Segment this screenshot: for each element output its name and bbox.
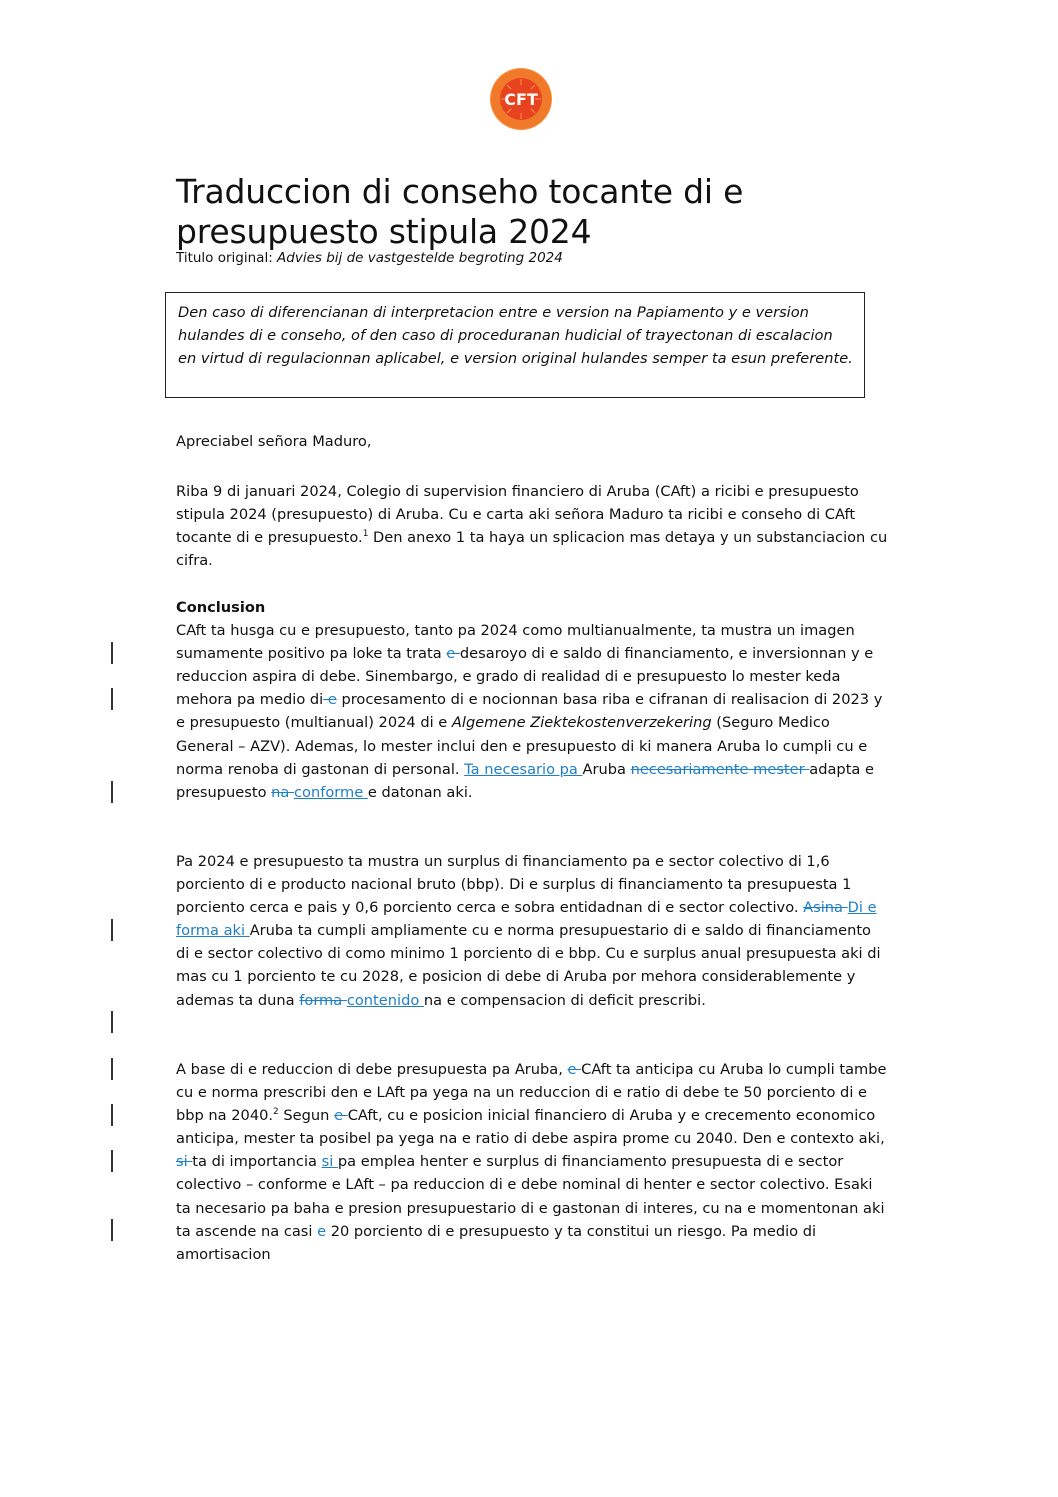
language-disclaimer-box (165, 292, 865, 398)
deleted-text[interactable]: e (323, 691, 337, 709)
svg-text:CFT: CFT (504, 90, 538, 109)
conclusion-section (176, 596, 888, 804)
text-run: Aruba (582, 760, 631, 778)
text-run: na e compensacion di deficit prescribi. (423, 991, 706, 1009)
original-title: Advies bij de vastgestelde begroting 2024 (277, 250, 563, 266)
intro-paragraph (176, 480, 888, 572)
text-run: adapta e presupuesto (176, 760, 874, 801)
intro-text-2: Den anexo 1 ta haya un splicacion mas detaya y un substanciacion cu cifra. (176, 529, 888, 570)
deleted-text[interactable]: forma (299, 991, 347, 1009)
conclusion-heading: Conclusion (176, 599, 266, 616)
inserted-text[interactable]: si (321, 1153, 338, 1171)
text-run: (Seguro Medico General – AZV). Ademas, lo mester inclui den e presupuesto di ki manera Aruba lo cumpli cu e norma renoba di gastonan di personal. (176, 714, 868, 778)
inserted-text[interactable]: Di e forma aki (176, 899, 877, 940)
revision-change-bar (111, 1011, 113, 1033)
text-run: desaroyo di e saldo di financiamento, e inversionnan y e reduccion aspira di debe. Sinembargo, e grado di realidad di e presupuesto lo mester keda mehora pa medio di (176, 645, 874, 709)
disclaimer-text: Den caso di diferencianan di interpretacion entre e version na Papiamento y e version hulandes di e conseho, of den caso di proceduranan hudicial of trayectonan di escalacion en virtud di regulacionnan aplicabel, e version original hulandes semper ta esun preferente. (178, 304, 853, 367)
deleted-text[interactable]: si (176, 1153, 193, 1171)
cft-logo (489, 67, 553, 131)
text-run: procesamento di e nocionnan basa riba e cifranan di realisacion di 2023 y e presupuesto (multianual) 2024 di e (176, 691, 883, 732)
text-run: A base di e reduccion di debe presupuesta pa Aruba, (176, 1061, 568, 1078)
text-run: pa emplea henter e surplus di financiamento presupuesta di e sector colectivo – conforme e LAft – pa reduccion di e debe nominal di henter e sector colectivo. Esaki ta necesario pa baha e presion presupuestario di e gastonan di interes, cu na e momentonan aki ta ascende na casi (176, 1153, 885, 1240)
text-run: ta di importancia (192, 1153, 322, 1171)
text-run: CAft, cu e posicion inicial financiero di Aruba y e crecemento economico anticipa, mester ta posibel pa yega na e ratio di debe aspira prome cu 2040. Den e contexto aki, (176, 1107, 885, 1148)
inserted-text[interactable]: e (317, 1222, 327, 1240)
revision-change-bar (111, 642, 113, 664)
original-title-line (176, 250, 563, 266)
page-title: Traduccion di conseho tocante di e presupuesto stipula 2024 (176, 172, 744, 251)
text-run: 20 porciento di e presupuesto y ta constitui un riesgo. Pa medio di amortisacion (176, 1222, 817, 1263)
deleted-text[interactable]: e (334, 1107, 348, 1125)
revision-change-bar (111, 1104, 113, 1126)
revision-change-bar (111, 1219, 113, 1241)
salutation (176, 430, 888, 453)
conclusion-paragraph (176, 619, 888, 804)
deleted-text[interactable]: e (567, 1061, 582, 1078)
italic-term: Algemene Ziektekostenverzekering (451, 714, 712, 732)
debt-paragraph (176, 1058, 888, 1266)
footnote-ref-1[interactable]: 1 (362, 529, 369, 540)
intro-text: Riba 9 di januari 2024, Colegio di supervision financiero di Aruba (CAft) a ricibi e presupuesto stipula 2024 (presupuesto) di Aruba. Cu e carta aki señora Maduro ta ricibi e conseho di CAft tocante di e presupuesto. (176, 483, 859, 547)
inserted-text[interactable]: conforme (294, 783, 368, 801)
text-run: CAft ta anticipa cu Aruba lo cumpli tambe cu e norma prescribi den e LAft pa yega na un reduccion di e ratio di debe te 50 porciento di e bbp na 2040. (176, 1061, 887, 1125)
surplus-paragraph (176, 850, 888, 1012)
text-run: CAft ta husga cu e presupuesto, tanto pa 2024 como multianualmente, ta mustra un imagen sumamente positivo pa loke ta trata (176, 622, 855, 663)
salutation-text: Apreciabel señora Maduro, (176, 433, 372, 450)
revision-change-bar (111, 781, 113, 803)
revision-change-bar (111, 688, 113, 710)
text-run: e datonan aki. (367, 783, 473, 801)
cft-seal-icon (489, 67, 553, 131)
text-run: Aruba ta cumpli ampliamente cu e norma presupuestario di e saldo di financiamento di e sector colectivo di como minimo 1 porciento di e bbp. Cu e surplus anual presupuesta aki di mas cu 1 porciento te cu 2028, e posicion di debe di Aruba por mehora considerablemente y ademas ta duna (176, 922, 881, 1009)
deleted-text[interactable]: Asina (803, 899, 848, 917)
revision-change-bar (111, 1058, 113, 1080)
revision-change-bar (111, 1150, 113, 1172)
text-run: Segun (278, 1107, 335, 1125)
revision-change-bar (111, 919, 113, 941)
deleted-text[interactable]: na (271, 783, 295, 801)
text-run: Pa 2024 e presupuesto ta mustra un surplus di financiamento pa e sector colectivo di 1,6 porciento di e producto nacional bruto (bbp). Di e surplus di financiamento ta presupuesta 1 porciento cerca e pais y 0,6 porciento cerca e sobra entidadnan di e sector colectivo. (176, 853, 852, 917)
deleted-text[interactable]: necesariamente mester (630, 760, 810, 778)
inserted-text[interactable]: Ta necesario pa (464, 760, 583, 778)
inserted-text[interactable]: contenido (346, 991, 424, 1009)
deleted-text[interactable]: e (446, 645, 460, 663)
footnote-ref-2[interactable]: 2 (273, 1107, 279, 1118)
subtitle-label: Titulo original: (176, 250, 278, 266)
